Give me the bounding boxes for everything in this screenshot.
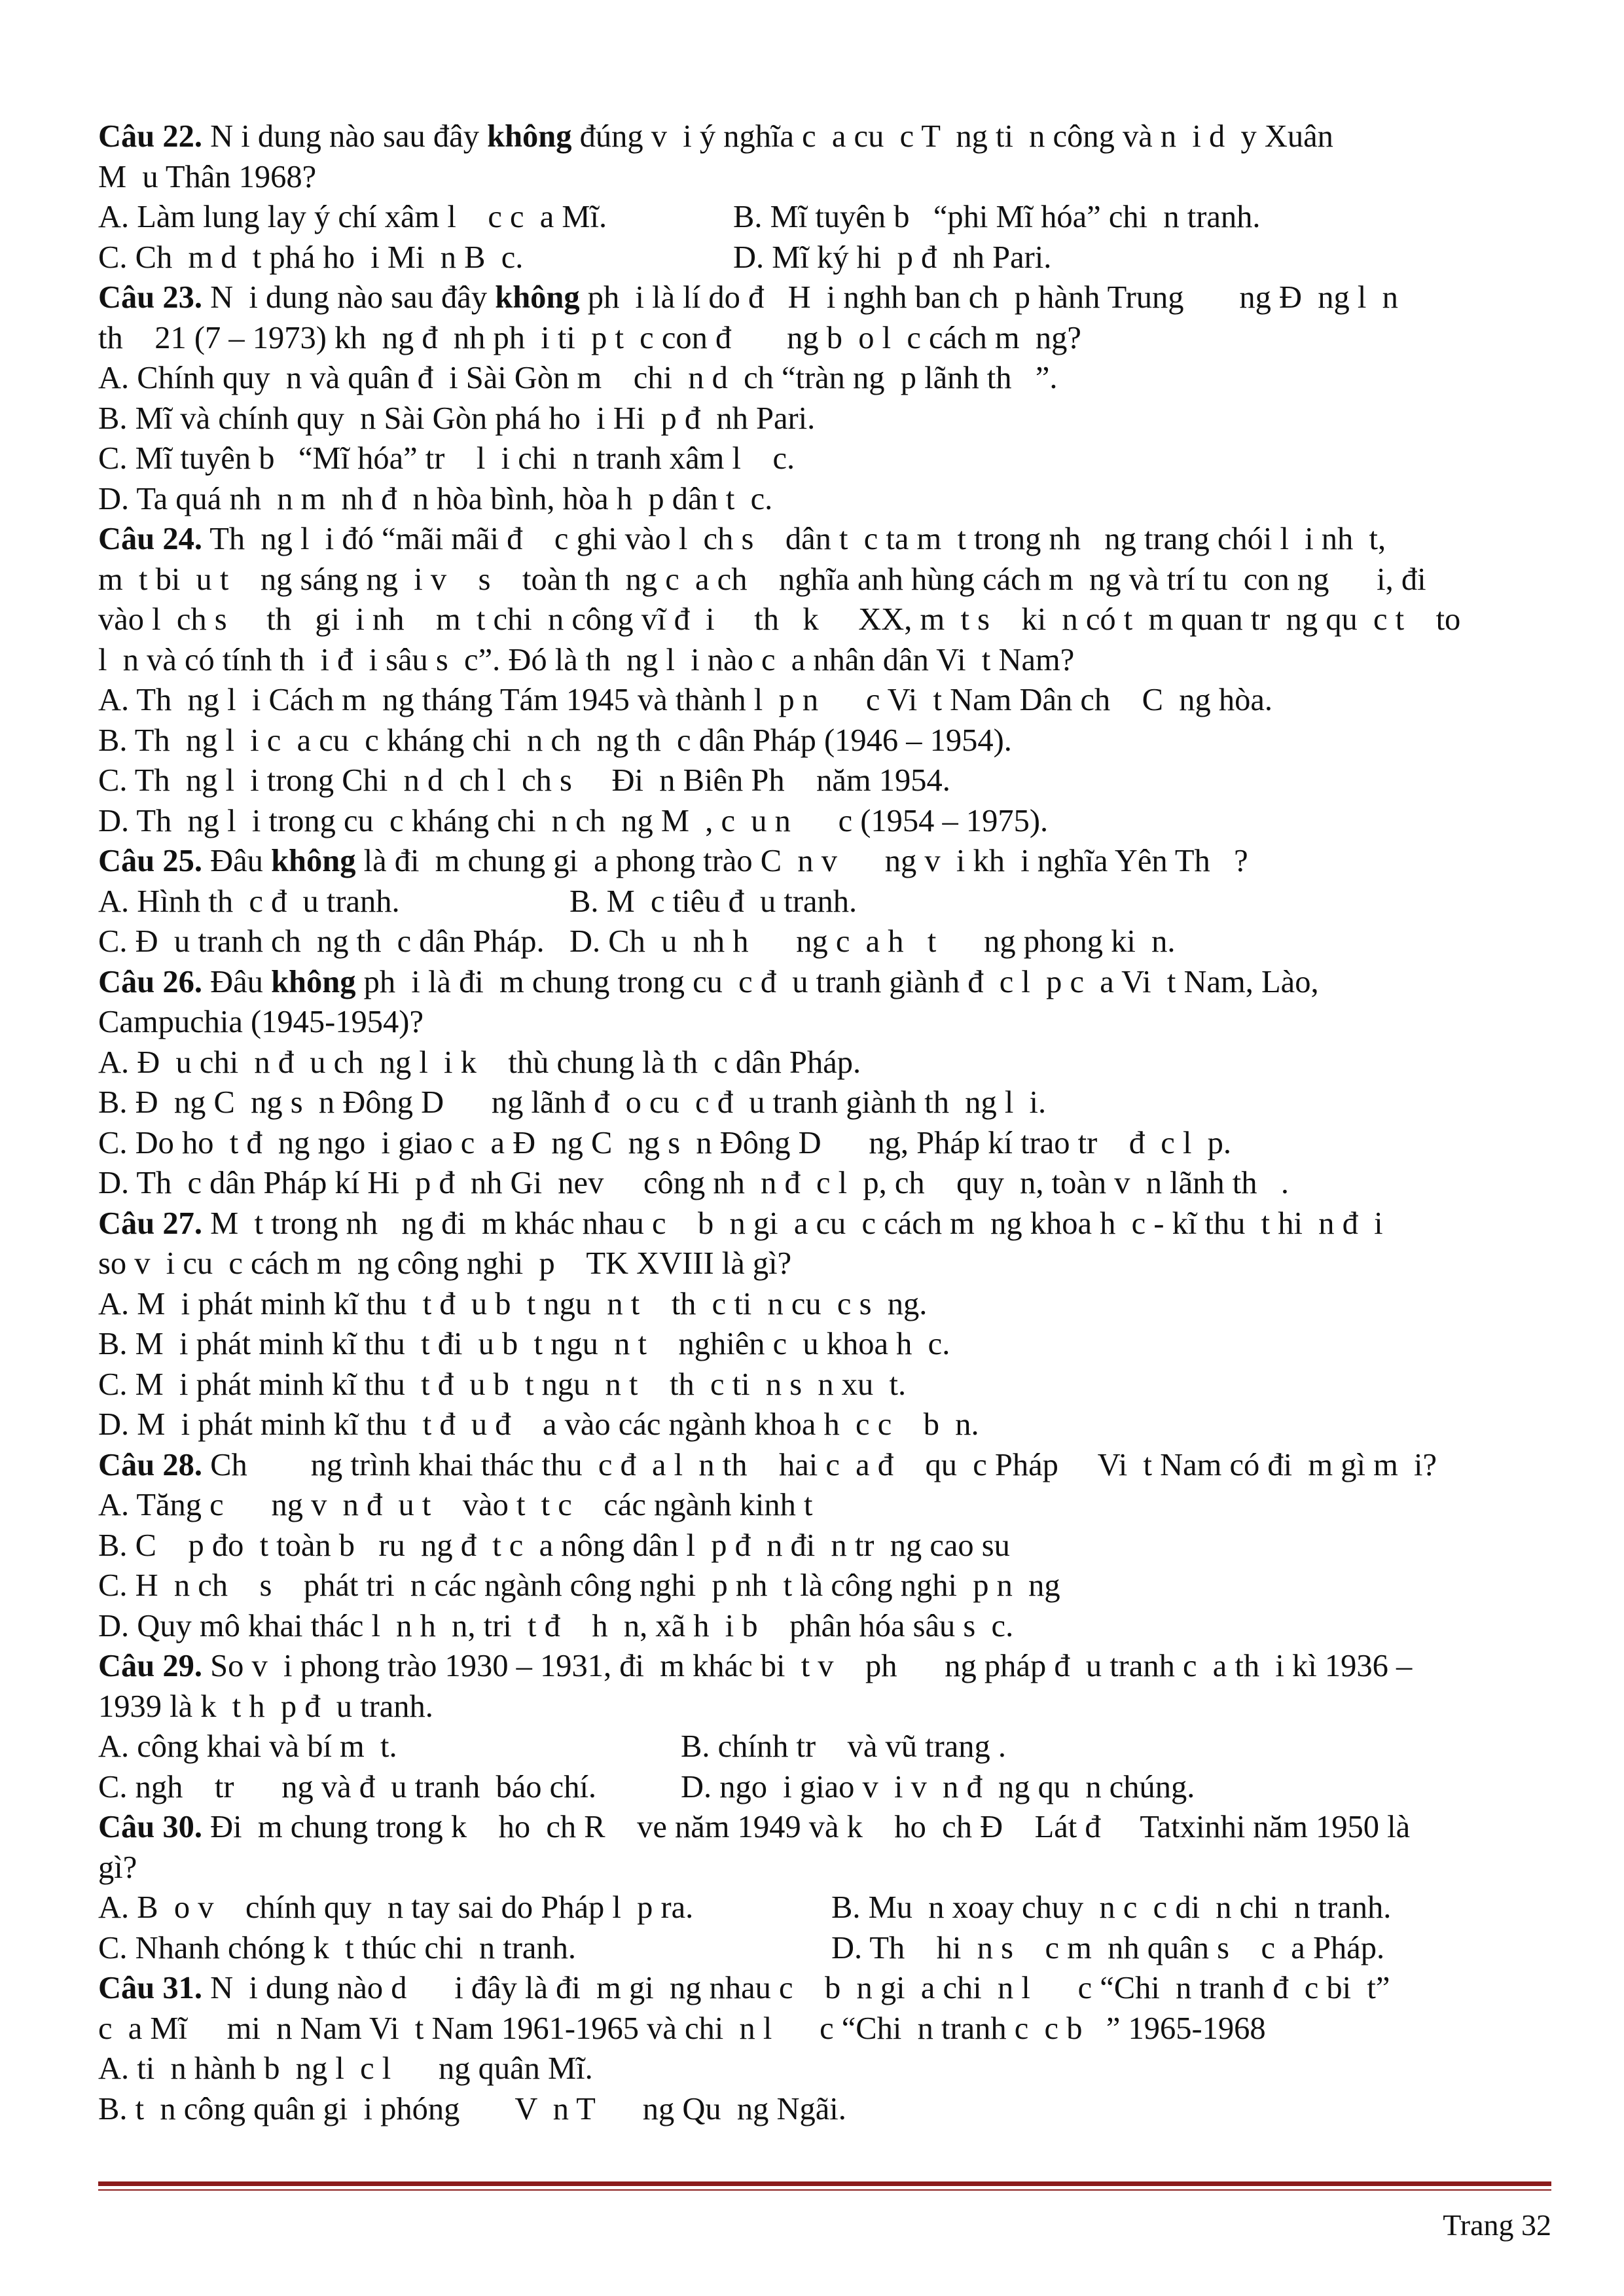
question-list xyxy=(98,117,1548,2129)
question-number: Câu 28. xyxy=(98,1447,202,1482)
answer-option: A. Làm lung lay ý chí xâm l c c a Mĩ. xyxy=(98,200,607,234)
question-block xyxy=(98,117,1548,278)
answer-option: D. Th c dân Pháp kí Hi p đ nh Gi nev công nh n đ c l p, ch quy n, toàn v n lãnh th . xyxy=(98,1166,1289,1200)
answer-option: B. chính tr và vũ trang . xyxy=(681,1729,1007,1764)
question-block xyxy=(98,1445,1548,1647)
answer-option-row xyxy=(98,238,1548,278)
answer-option: D. Ta quá nh n m nh đ n hòa bình, hòa h p dân t c. xyxy=(98,481,773,516)
footer-divider xyxy=(98,2181,1551,2186)
stem-text: Ch ng trình khai thác thu c đ a l n th hai c a đ qu c Pháp Vi t Nam có đi m gì m i? xyxy=(202,1447,1437,1482)
question-block xyxy=(98,962,1548,1204)
stem-text: Campuchia (1945-1954)? xyxy=(98,1005,424,1039)
emphasis-text: không xyxy=(271,964,356,999)
stem-text: gì? xyxy=(98,1850,137,1885)
stem-text: ph i là đi m chung trong cu c đ u tranh giành đ c l p c a Vi t Nam, Lào, xyxy=(355,964,1319,999)
question-number: Câu 27. xyxy=(98,1206,202,1241)
question-stem-line xyxy=(98,2009,1548,2049)
answer-option: B. t n công quân gi i phóng V n T ng Qu ng Ngãi. xyxy=(98,2091,846,2126)
stem-text: đúng v i ý nghĩa c a cu c T ng ti n công và n i d y Xuân xyxy=(571,119,1333,154)
stem-text: So v i phong trào 1930 – 1931, đi m khác bi t v ph ng pháp đ u tranh c a th i kì 1936 – xyxy=(202,1649,1413,1683)
question-stem-line xyxy=(98,962,1548,1003)
question-number: Câu 30. xyxy=(98,1810,202,1844)
answer-option: B. Đ ng C ng s n Đông D ng lãnh đ o cu c đ u tranh giành th ng l i. xyxy=(98,1085,1047,1120)
answer-option-row xyxy=(98,1767,1548,1808)
question-number: Câu 29. xyxy=(98,1649,202,1683)
stem-text: M t trong nh ng đi m khác nhau c b n gi a cu c cách m ng khoa h c - kĩ thu t hi n đ i xyxy=(202,1206,1383,1241)
answer-option: A. Đ u chi n đ u ch ng l i k thù chung là th c dân Pháp. xyxy=(98,1045,861,1080)
question-number: Câu 23. xyxy=(98,280,202,315)
stem-text: so v i cu c cách m ng công nghi p TK XVIII là gì? xyxy=(98,1246,792,1281)
question-stem-line xyxy=(98,1646,1548,1687)
question-block xyxy=(98,1968,1548,2129)
answer-option: D. Mĩ ký hi p đ nh Pari. xyxy=(733,240,1052,275)
stem-text: là đi m chung gi a phong trào C n v ng v i kh i nghĩa Yên Th ? xyxy=(355,844,1248,878)
answer-option: C. Do ho t đ ng ngo i giao c a Đ ng C ng s n Đông D ng, Pháp kí trao tr đ c l p. xyxy=(98,1125,1232,1160)
answer-option: B. Mu n xoay chuy n c c di n chi n tranh. xyxy=(831,1890,1392,1925)
stem-text: th 21 (7 – 1973) kh ng đ nh ph i ti p t c con đ ng b o l c cách m ng? xyxy=(98,320,1081,355)
answer-option: C. Nhanh chóng k t thúc chi n tranh. xyxy=(98,1930,577,1965)
answer-option: D. Th ng l i trong cu c kháng chi n ch ng M , c u n c (1954 – 1975). xyxy=(98,803,1049,838)
answer-option: C. Ch m d t phá ho i Mi n B c. xyxy=(98,240,524,275)
question-number: Câu 22. xyxy=(98,119,202,154)
emphasis-text: không xyxy=(495,280,580,315)
stem-text: N i dung nào sau đây xyxy=(202,119,488,154)
question-stem-line xyxy=(98,278,1548,318)
stem-text: N i dung nào sau đây xyxy=(202,280,496,315)
stem-text: Đi m chung trong k ho ch R ve năm 1949 và k ho ch Đ Lát đ Tatxinhi năm 1950 là xyxy=(202,1810,1411,1844)
footer-divider-thin xyxy=(98,2189,1551,2191)
stem-text: Đâu xyxy=(202,844,272,878)
answer-option: D. Th hi n s c m nh quân s c a Pháp. xyxy=(831,1930,1385,1965)
question-number: Câu 25. xyxy=(98,844,202,878)
answer-option-row xyxy=(98,922,1548,962)
emphasis-text: không xyxy=(487,119,572,154)
answer-option: C. Th ng l i trong Chi n d ch l ch s Đi n Biên Ph năm 1954. xyxy=(98,763,950,798)
answer-option: A. công khai và bí m t. xyxy=(98,1729,397,1764)
answer-option-row xyxy=(98,1727,1548,1767)
question-stem-line xyxy=(98,560,1548,600)
answer-option: A. Hình th c đ u tranh. xyxy=(98,884,400,919)
question-stem-line xyxy=(98,318,1548,359)
question-stem-line xyxy=(98,600,1548,640)
answer-option: D. Quy mô khai thác l n h n, tri t đ h n, xã h i b phân hóa sâu s c. xyxy=(98,1608,1014,1643)
answer-option: D. Ch u nh h ng c a h t ng phong ki n. xyxy=(569,924,1176,959)
answer-option-row xyxy=(98,1888,1548,1928)
question-stem-line xyxy=(98,117,1548,157)
question-stem-line xyxy=(98,1445,1548,1486)
answer-option: B. M c tiêu đ u tranh. xyxy=(569,884,857,919)
answer-option: C. H n ch s phát tri n các ngành công nghi p nh t là công nghi p n ng xyxy=(98,1568,1060,1603)
question-stem-line xyxy=(98,640,1548,681)
answer-option: B. Mĩ và chính quy n Sài Gòn phá ho i Hi p đ nh Pari. xyxy=(98,401,816,436)
question-stem-line xyxy=(98,1244,1548,1284)
answer-option-row xyxy=(98,882,1548,922)
answer-option: C. Mĩ tuyên b “Mĩ hóa” tr l i chi n tranh xâm l c. xyxy=(98,441,795,476)
answer-option: C. Đ u tranh ch ng th c dân Pháp. xyxy=(98,924,545,959)
stem-text: Th ng l i đó “mãi mãi đ c ghi vào l ch s dân t c ta m t trong nh ng trang chói l i nh t, xyxy=(202,522,1386,556)
answer-option: C. ngh tr ng và đ u tranh báo chí. xyxy=(98,1769,597,1804)
stem-text: c a Mĩ mi n Nam Vi t Nam 1961-1965 và chi n l c “Chi n tranh c c b ” 1965-1968 xyxy=(98,2011,1266,2046)
question-number: Câu 31. xyxy=(98,1971,202,2005)
stem-text: l n và có tính th i đ i sâu s c”. Đó là th ng l i nào c a nhân dân Vi t Nam? xyxy=(98,642,1075,677)
answer-option: A. B o v chính quy n tay sai do Pháp l p ra. xyxy=(98,1890,694,1925)
page-number: Trang 32 xyxy=(1443,2208,1551,2242)
stem-text: M u Thân 1968? xyxy=(98,159,317,194)
answer-option: A. Tăng c ng v n đ u t vào t t c các ngành kinh t xyxy=(98,1488,829,1522)
answer-option: C. M i phát minh kĩ thu t đ u b t ngu n t th c ti n s n xu t. xyxy=(98,1367,907,1402)
stem-text: vào l ch s th gi i nh m t chi n công vĩ đ i th k XX, m t s ki n có t m quan tr ng qu c t to xyxy=(98,602,1461,637)
answer-option: A. Chính quy n và quân đ i Sài Gòn m chi n d ch “tràn ng p lãnh th ”. xyxy=(98,361,1058,395)
emphasis-text: không xyxy=(271,844,356,878)
answer-option: D. ngo i giao v i v n đ ng qu n chúng. xyxy=(681,1769,1195,1804)
stem-text: Đâu xyxy=(202,964,272,999)
question-block xyxy=(98,1807,1548,1968)
answer-option: A. ti n hành b ng l c l ng quân Mĩ. xyxy=(98,2051,593,2086)
question-block xyxy=(98,278,1548,519)
question-stem-line xyxy=(98,519,1548,560)
answer-option: A. M i phát minh kĩ thu t đ u b t ngu n t th c ti n cu c s ng. xyxy=(98,1286,928,1321)
question-stem-line xyxy=(98,1687,1548,1727)
answer-option: B. C p đo t toàn b ru ng đ t c a nông dân l p đ n đi n tr ng cao su xyxy=(98,1528,1010,1563)
answer-option: B. Th ng l i c a cu c kháng chi n ch ng th c dân Pháp (1946 – 1954). xyxy=(98,723,1012,758)
question-stem-line xyxy=(98,1002,1548,1043)
answer-option-row xyxy=(98,1928,1548,1969)
answer-option: B. M i phát minh kĩ thu t đi u b t ngu n t nghiên c u khoa h c. xyxy=(98,1327,950,1361)
question-block xyxy=(98,1204,1548,1445)
question-number: Câu 24. xyxy=(98,522,202,556)
answer-option-row xyxy=(98,197,1548,238)
question-block xyxy=(98,519,1548,841)
question-stem-line xyxy=(98,1204,1548,1244)
answer-option: B. Mĩ tuyên b “phi Mĩ hóa” chi n tranh. xyxy=(733,200,1261,234)
stem-text: N i dung nào d i đây là đi m gi ng nhau c b n gi a chi n l c “Chi n tranh đ c bi t” xyxy=(202,1971,1390,2005)
question-stem-line xyxy=(98,1807,1548,1848)
question-block xyxy=(98,1646,1548,1807)
question-block xyxy=(98,841,1548,962)
question-stem-line xyxy=(98,157,1548,198)
answer-option: D. M i phát minh kĩ thu t đ u đ a vào các ngành khoa h c c b n. xyxy=(98,1407,979,1442)
question-number: Câu 26. xyxy=(98,964,202,999)
stem-text: 1939 là k t h p đ u tranh. xyxy=(98,1689,433,1724)
stem-text: m t bi u t ng sáng ng i v s toàn th ng c a ch nghĩa anh hùng cách m ng và trí tu con ng i, đi xyxy=(98,562,1426,597)
answer-option: A. Th ng l i Cách m ng tháng Tám 1945 và thành l p n c Vi t Nam Dân ch C ng hòa. xyxy=(98,683,1273,717)
stem-text: ph i là lí do đ H i nghh ban ch p hành Trung ng Đ ng l n xyxy=(579,280,1398,315)
question-stem-line xyxy=(98,1968,1548,2009)
question-stem-line xyxy=(98,1848,1548,1888)
question-stem-line xyxy=(98,841,1548,882)
